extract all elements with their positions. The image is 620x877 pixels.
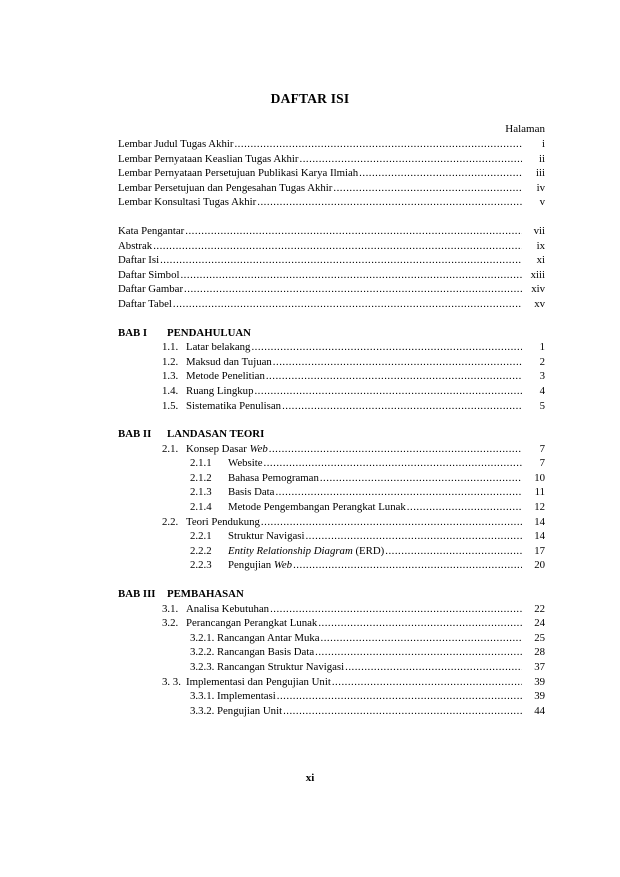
toc-entry-prelim-1 — [118, 224, 545, 239]
toc-page: 37 — [534, 661, 545, 673]
chapter-number: BAB III — [118, 588, 156, 601]
toc-entry-1-2 — [118, 355, 545, 370]
toc-label: Website — [228, 457, 263, 470]
toc-label — [228, 558, 292, 573]
chapter-number: BAB II — [118, 428, 152, 441]
toc-entry-prelim-5 — [118, 282, 545, 297]
toc-entry-1-1 — [118, 340, 545, 355]
toc-label-italic: Web — [249, 442, 268, 455]
toc-entry-front-5 — [118, 195, 545, 210]
toc-label: Lembar Persetujuan dan Pengesahan Tugas Akhir — [118, 181, 333, 194]
toc-entry-2-2-2 — [118, 544, 545, 559]
toc-page: 1 — [539, 341, 545, 354]
toc-leader — [153, 239, 522, 254]
toc-entry-1-3 — [118, 369, 545, 384]
chapter-number: BAB I — [118, 326, 148, 339]
toc-label: Ruang Lingkup — [186, 384, 254, 397]
toc-leader — [184, 282, 522, 297]
toc-label: Daftar Gambar — [118, 283, 184, 296]
toc-entry-2-1-3 — [118, 485, 545, 500]
toc-label-text: Pengujian — [228, 559, 274, 572]
toc-label: Metode Pengembangan Perangkat Lunak — [228, 501, 406, 514]
section-number: 1.2. — [162, 355, 179, 368]
toc-page: 39 — [534, 675, 545, 688]
toc-leader — [320, 471, 522, 486]
toc-label: Latar belakang — [186, 341, 251, 354]
section-number: 2.2.1 — [190, 530, 212, 543]
toc-page: xi — [536, 254, 545, 267]
toc-label: Maksud dan Tujuan — [186, 355, 272, 368]
toc-entry-2-1 — [118, 442, 545, 457]
toc-entry-1-4 — [118, 384, 545, 399]
toc-entry-3-2-2 — [118, 645, 545, 660]
toc-entry-3-3-2 — [118, 704, 545, 719]
section-number: 2.2.3 — [190, 559, 212, 572]
toc-leader — [407, 500, 522, 515]
toc-leader — [345, 660, 522, 675]
chapter-title: LANDASAN TEORI — [167, 428, 265, 441]
toc-entry-2-2-3 — [118, 558, 545, 573]
toc-entry-3-2-1 — [118, 631, 545, 646]
toc-page: 14 — [534, 515, 545, 528]
toc-entry-3-3 — [118, 675, 545, 690]
toc-label: Perancangan Perangkat Lunak — [186, 617, 318, 630]
toc-page: iii — [536, 167, 545, 180]
toc-page: iv — [536, 181, 545, 194]
toc-entry-3-2-3 — [118, 660, 545, 675]
toc-label: Bahasa Pemograman — [228, 471, 319, 484]
toc-page: 22 — [534, 602, 545, 615]
toc-leader — [282, 399, 522, 414]
toc-label: 3.3.1. Implementasi — [190, 690, 276, 703]
toc-leader — [160, 253, 522, 268]
toc-page: xv — [534, 297, 545, 310]
spacer — [118, 312, 545, 326]
toc-leader — [234, 137, 522, 152]
toc-page: 4 — [539, 384, 545, 397]
toc-label — [186, 442, 268, 457]
toc-page: 20 — [534, 559, 545, 572]
toc-label-italic: Web — [273, 559, 293, 572]
toc-entry-front-2 — [118, 152, 545, 167]
toc-page: 7 — [539, 442, 545, 455]
toc-page: 11 — [534, 486, 545, 499]
chapter-title: PENDAHULUAN — [167, 326, 251, 339]
toc-page: 44 — [534, 704, 545, 717]
toc-leader — [359, 166, 522, 181]
toc-leader — [180, 268, 522, 283]
toc-entry-2-1-2 — [118, 471, 545, 486]
toc-entry-3-2 — [118, 616, 545, 631]
toc-entry-3-3-1 — [118, 689, 545, 704]
toc-entry-2-1-4 — [118, 500, 545, 515]
toc-label: Daftar Tabel — [118, 297, 172, 310]
toc-leader — [273, 355, 522, 370]
toc-leader — [266, 369, 522, 384]
toc-page: ii — [539, 152, 545, 165]
section-number: 1.4. — [162, 384, 179, 397]
toc-label: Lembar Pernyataan Keaslian Tugas Akhir — [118, 152, 299, 165]
toc-page: 5 — [539, 399, 545, 412]
toc-entry-1-5 — [118, 399, 545, 414]
toc-entry-prelim-4 — [118, 268, 545, 283]
toc-entry-2-2-1 — [118, 529, 545, 544]
table-of-contents — [118, 137, 545, 718]
toc-label: Lembar Judul Tugas Akhir — [118, 138, 234, 150]
toc-leader — [321, 631, 522, 646]
toc-leader — [277, 689, 522, 704]
toc-leader — [254, 384, 522, 399]
toc-label-text: Konsep Dasar — [186, 442, 250, 455]
toc-leader — [332, 675, 522, 690]
toc-leader — [333, 181, 522, 196]
toc-leader — [261, 515, 522, 530]
section-number: 3.1. — [162, 602, 179, 615]
toc-label: Abstrak — [118, 239, 153, 252]
halaman-label: Halaman — [505, 123, 545, 135]
toc-leader — [275, 485, 522, 500]
toc-page: 12 — [534, 501, 545, 514]
toc-entry-prelim-2 — [118, 239, 545, 254]
spacer — [118, 573, 545, 587]
toc-entry-prelim-6 — [118, 297, 545, 312]
toc-label: 3.2.1. Rancangan Antar Muka — [190, 631, 320, 644]
toc-page: vii — [533, 224, 545, 237]
toc-page: 25 — [534, 631, 545, 644]
toc-label: Kata Pengantar — [118, 224, 185, 237]
toc-leader — [251, 340, 522, 355]
section-number: 3.2. — [162, 617, 179, 630]
section-number: 2.1. — [162, 442, 179, 455]
page-title: DAFTAR ISI — [270, 91, 350, 106]
spacer — [118, 413, 545, 427]
toc-label: Implementasi dan Pengujian Unit — [186, 675, 331, 688]
toc-label: 3.3.2. Pengujian Unit — [190, 704, 283, 717]
toc-page: i — [542, 138, 545, 150]
toc-label: Daftar Simbol — [118, 268, 180, 281]
toc-entry-2-1-1 — [118, 456, 545, 471]
spacer — [118, 210, 545, 224]
toc-leader — [185, 224, 522, 239]
section-number: 1.3. — [162, 370, 179, 383]
section-number: 3. 3. — [162, 675, 181, 688]
toc-leader — [318, 616, 522, 631]
section-number: 1.5. — [162, 399, 179, 412]
toc-entry-prelim-3 — [118, 253, 545, 268]
toc-label: Analisa Kebutuhan — [186, 602, 270, 615]
toc-page: xiv — [531, 283, 545, 296]
toc-label: Teori Pendukung — [186, 515, 260, 528]
toc-leader — [293, 558, 522, 573]
toc-leader — [257, 195, 522, 210]
toc-entry-3-1 — [118, 602, 545, 617]
toc-entry-2-2 — [118, 515, 545, 530]
section-number: 2.1.4 — [190, 501, 212, 514]
toc-leader — [305, 529, 522, 544]
section-number: 2.2. — [162, 515, 179, 528]
toc-page: 17 — [534, 544, 545, 557]
section-number: 2.2.2 — [190, 544, 212, 557]
toc-page: 7 — [539, 457, 545, 470]
toc-entry-front-1 — [118, 137, 545, 152]
chapter-title: PEMBAHASAN — [167, 588, 244, 601]
section-number: 2.1.3 — [190, 486, 212, 499]
toc-label: Daftar Isi — [118, 254, 160, 267]
chapter-heading-bab-3 — [118, 587, 545, 602]
toc-leader — [300, 152, 522, 167]
toc-leader — [315, 645, 522, 660]
toc-leader — [283, 704, 522, 719]
section-number: 2.1.1 — [190, 457, 212, 470]
toc-label: Lembar Pernyataan Persetujuan Publikasi Karya Ilmiah — [118, 167, 359, 180]
toc-page: 2 — [539, 355, 545, 368]
toc-label: Struktur Navigasi — [228, 530, 305, 543]
toc-leader — [264, 456, 522, 471]
toc-label: Metode Penelitian — [186, 370, 265, 383]
toc-label: Sistematika Penulisan — [186, 399, 282, 412]
toc-label — [228, 544, 384, 559]
toc-label-text: (ERD) — [352, 544, 385, 557]
section-number: 1.1. — [162, 341, 179, 354]
toc-page: 3 — [539, 370, 545, 383]
toc-page: 14 — [534, 530, 545, 543]
toc-entry-front-4 — [118, 181, 545, 196]
toc-leader — [269, 442, 522, 457]
toc-label: Lembar Konsultasi Tugas Akhir — [118, 196, 257, 209]
toc-page: 24 — [534, 617, 545, 630]
toc-leader — [270, 602, 522, 617]
toc-label-italic: Entity Relationship Diagram — [228, 544, 353, 557]
page-number: xi — [305, 772, 315, 784]
toc-label: 3.2.2. Rancangan Basis Data — [190, 646, 315, 659]
chapter-heading-bab-2 — [118, 427, 545, 442]
section-number: 2.1.2 — [190, 471, 212, 484]
toc-label: 3.2.3. Rancangan Struktur Navigasi — [190, 661, 345, 673]
toc-page: 10 — [534, 471, 545, 484]
toc-leader — [385, 544, 522, 559]
toc-page: 39 — [534, 690, 545, 703]
toc-page: v — [539, 196, 545, 209]
toc-page: 28 — [534, 646, 545, 659]
toc-label: Basis Data — [228, 486, 275, 499]
toc-entry-front-3 — [118, 166, 545, 181]
toc-page: ix — [536, 239, 545, 252]
chapter-heading-bab-1 — [118, 326, 545, 341]
toc-page: xiii — [530, 268, 545, 281]
toc-leader — [173, 297, 522, 312]
